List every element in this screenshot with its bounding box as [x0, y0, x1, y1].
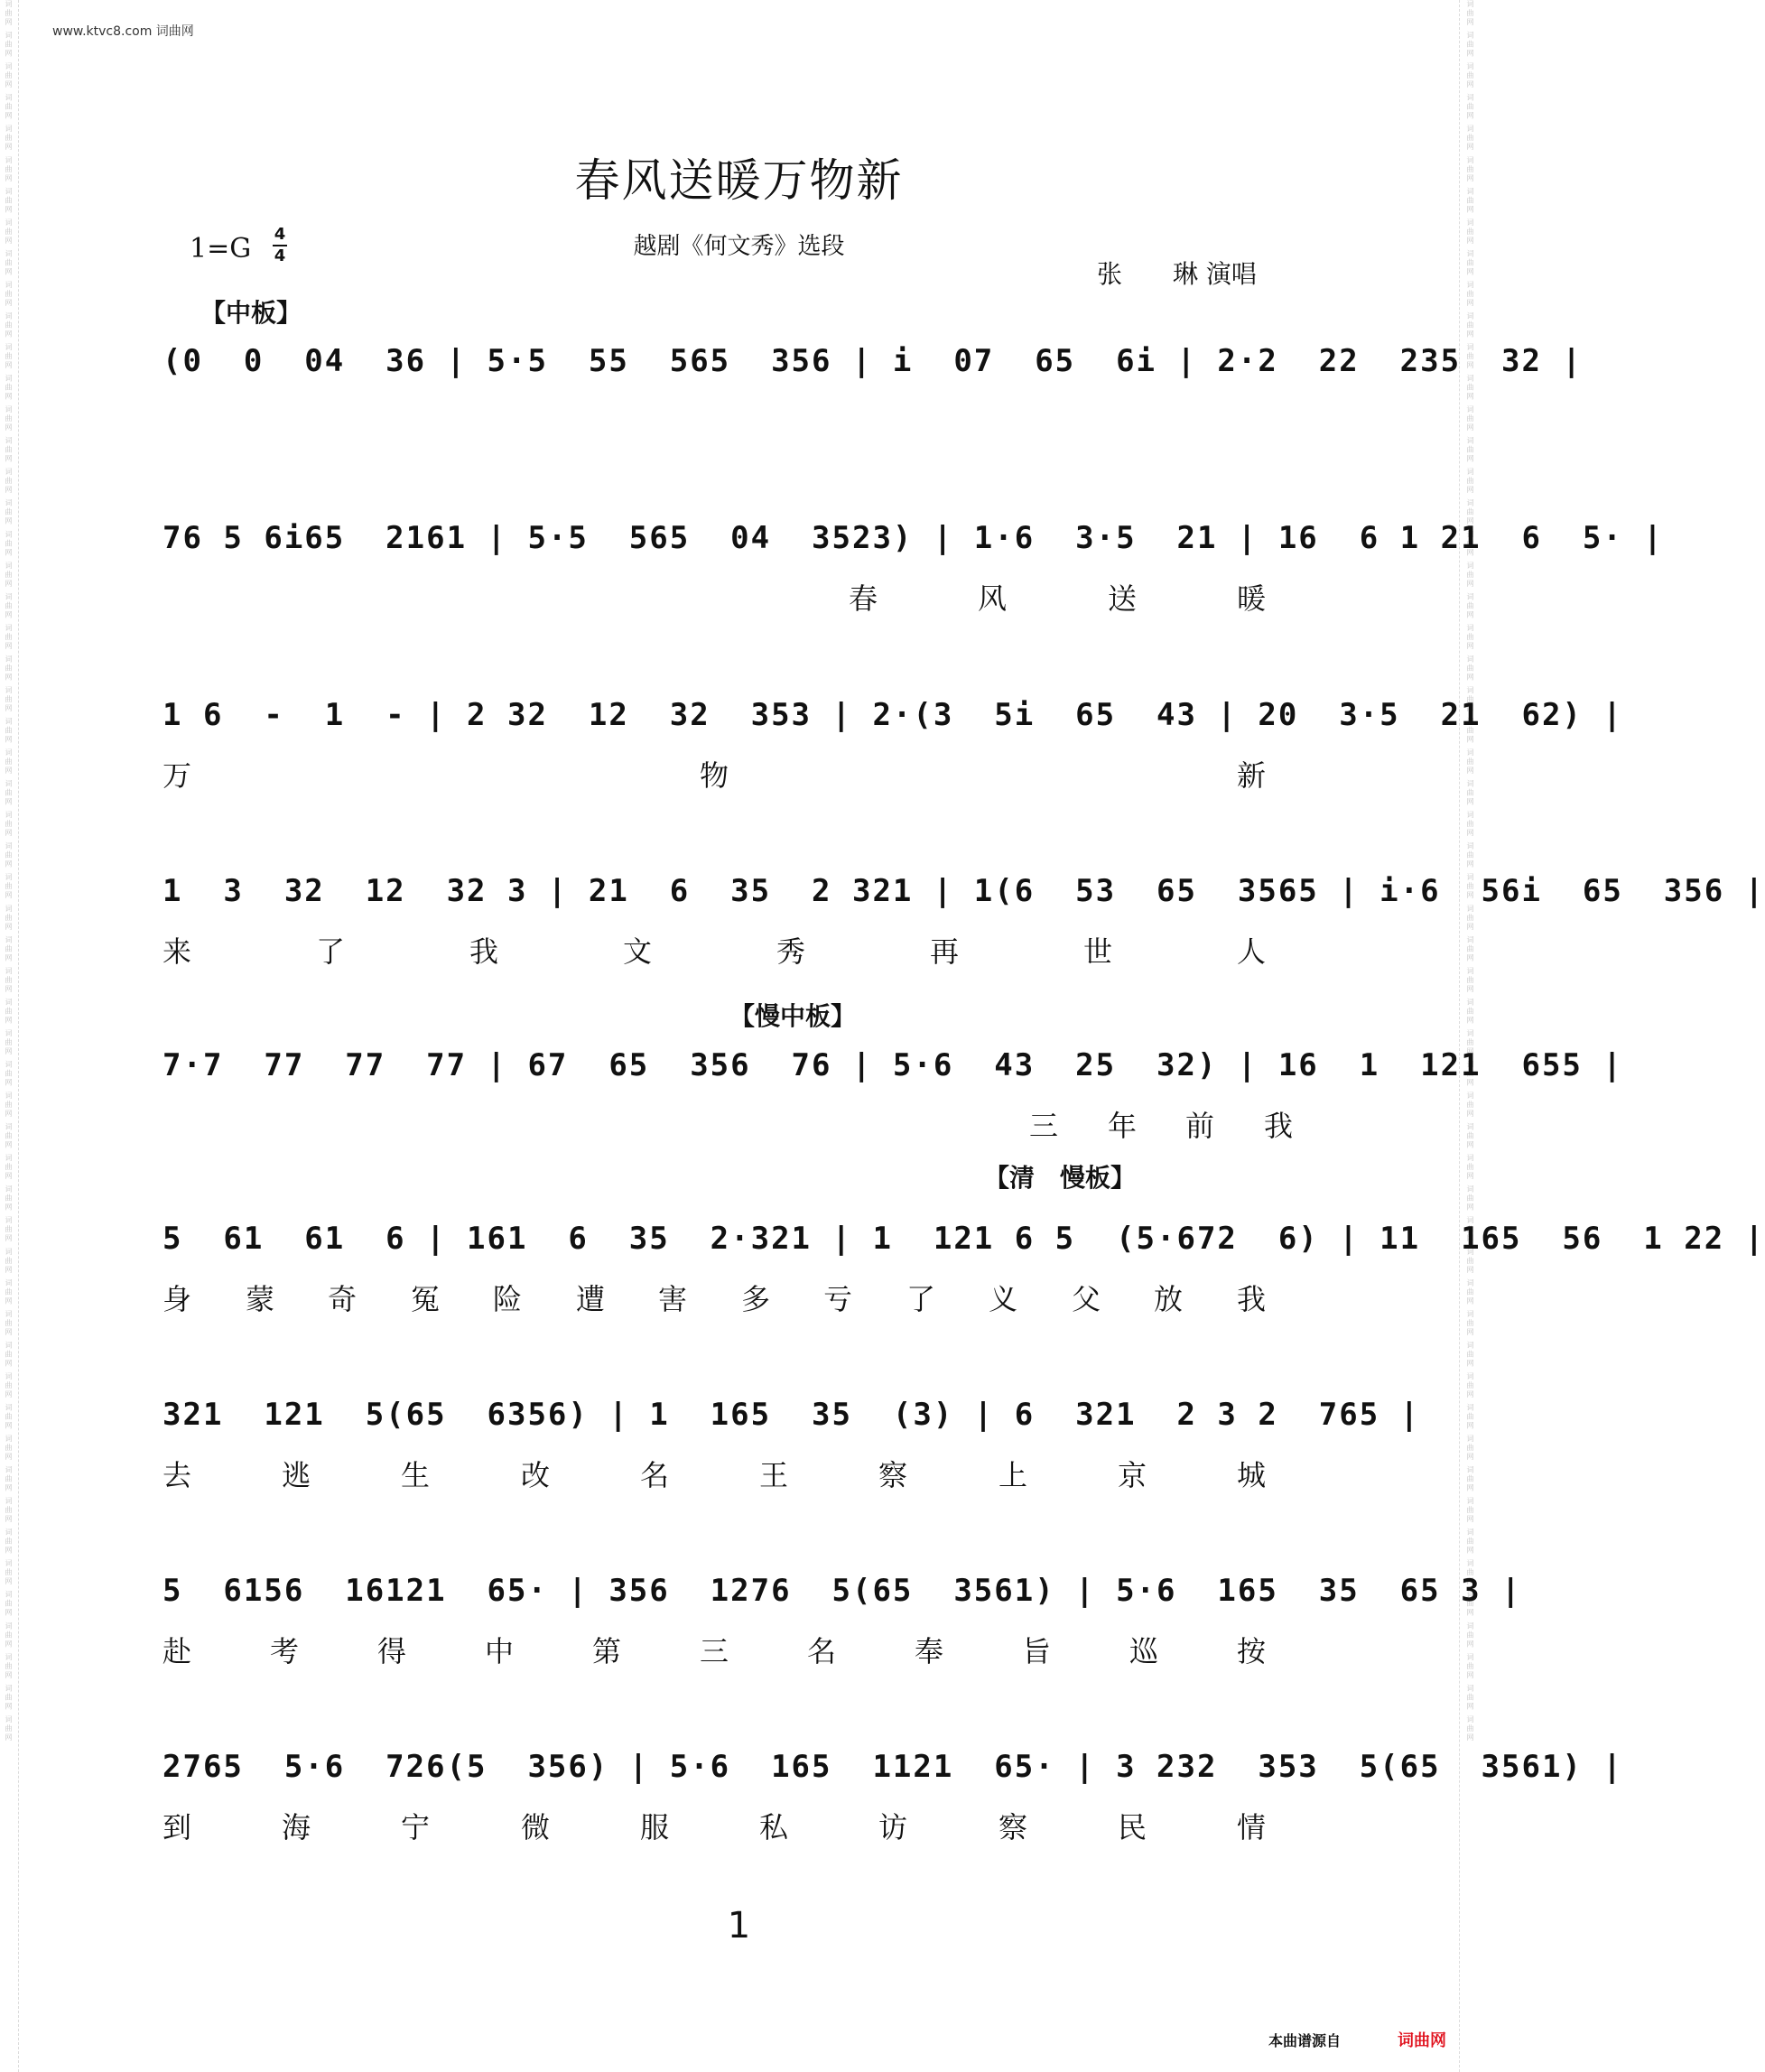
side-watermark-left: 词曲网 词曲网 词曲网 词曲网 词曲网 词曲网 词曲网 词曲网 词曲网 词曲网 词曲网 词曲网 词曲网 词曲网 词曲网 词曲网 词曲网 词曲网 词曲网 词曲网 词曲网 词曲网 词曲网 词曲网 词曲网 词曲网 词曲网 词曲网 词曲网 词曲网 词曲网 词曲网 词曲网 词曲网 词曲网 词曲网 词曲网 词曲网 词曲网 词曲网 词曲网 词曲网 词曲网 词曲网 词曲网 词曲网 词曲网 词曲网 词曲网 词曲网 词曲网 词曲网 词曲网 词曲网 词曲网 词曲网	[5, 0, 13, 1742]
lyric-syllable: 访	[878, 1810, 909, 1844]
lyric-syllable: 海	[282, 1810, 312, 1844]
lyric-syllable: 放	[1154, 1282, 1184, 1316]
page-title: 春风送暖万物新	[574, 154, 904, 207]
lyric-syllable: 前	[1185, 1109, 1216, 1143]
lyric-syllable: 害	[658, 1282, 689, 1316]
lyric-syllable: 宁	[401, 1810, 432, 1844]
time-signature	[273, 226, 287, 265]
lyric-syllable: 遭	[576, 1282, 607, 1316]
lyric-syllable: 情	[1237, 1810, 1268, 1844]
notation-row: (0 0 04 36 | 5·5 55 565 356 | i 07 65 6i | 2·2 22 235 32 |	[163, 343, 1583, 379]
notation-row: 5 6156 16121 65· | 356 1276 5(65 3561) | 5·6 165 35 65 3 |	[163, 1573, 1522, 1609]
notation-row: 5 61 61 6 | 161 6 35 2·321 | 1 121 6 5 (5·672 6) | 11 165 56 1 22 |	[163, 1221, 1765, 1257]
notation-row: 321 121 5(65 6356) | 1 165 35 (3) | 6 321 2 3 2 765 |	[163, 1397, 1421, 1433]
lyrics-row	[163, 1805, 1314, 1844]
footer-source-label: 本曲谱源自	[1268, 2032, 1342, 2049]
lyric-syllable: 到	[163, 1810, 193, 1844]
time-signature-bottom: 4	[274, 246, 286, 265]
lyric-syllable: 万	[163, 758, 193, 793]
notation-row: 2765 5·6 726(5 356) | 5·6 165 1121 65· | 3 232 353 5(65 3561) |	[163, 1749, 1623, 1785]
lyric-syllable: 文	[623, 934, 654, 969]
lyric-syllable: 身	[163, 1282, 193, 1316]
notation-row: 1 6 - 1 - | 2 32 12 32 353 | 2·(3 5i 65 43 | 20 3·5 21 62) |	[163, 697, 1623, 733]
lyric-syllable: 巡	[1129, 1634, 1160, 1668]
margin-guide-left	[18, 0, 19, 2072]
lyric-syllable: 年	[1108, 1109, 1138, 1143]
lyric-syllable: 名	[640, 1458, 671, 1492]
lyric-syllable: 义	[989, 1282, 1019, 1316]
lyric-syllable: 京	[1118, 1458, 1148, 1492]
lyric-syllable: 蒙	[246, 1282, 276, 1316]
notation-row: 76 5 6i65 2161 | 5·5 565 04 3523) | 1·6 3·5 21 | 16 6 1 21 6 5· |	[163, 520, 1664, 556]
lyric-syllable: 世	[1083, 934, 1114, 969]
lyric-syllable: 中	[485, 1634, 516, 1668]
lyric-syllable: 第	[592, 1634, 623, 1668]
tempo-mark-qingmanban: 【清 慢板】	[984, 1163, 1137, 1193]
site-url: www.ktvc8.com 词曲网	[52, 24, 194, 39]
notation-row: 7·7 77 77 77 | 67 65 356 76 | 5·6 43 25 32) | 16 1 121 655 |	[163, 1047, 1623, 1083]
lyric-syllable: 按	[1237, 1634, 1268, 1668]
lyric-syllable: 我	[1264, 1109, 1295, 1143]
lyrics-row	[163, 576, 1314, 616]
lyric-syllable: 考	[270, 1634, 301, 1668]
lyric-syllable: 旨	[1022, 1634, 1053, 1668]
footer-site-logo: 词曲网	[1398, 2031, 1446, 2050]
lyrics-row	[163, 399, 1314, 439]
lyric-syllable: 奉	[915, 1634, 945, 1668]
lyric-syllable: 我	[1237, 1282, 1268, 1316]
lyric-syllable: 私	[759, 1810, 790, 1844]
lyric-syllable: 城	[1237, 1458, 1268, 1492]
page-number: 1	[727, 1905, 751, 1947]
lyric-syllable: 服	[640, 1810, 671, 1844]
lyric-syllable: 风	[978, 581, 1008, 616]
lyric-syllable: 多	[741, 1282, 772, 1316]
lyric-syllable: 春	[849, 581, 879, 616]
lyrics-row	[163, 1103, 1314, 1143]
lyric-syllable: 送	[1108, 581, 1138, 616]
lyric-syllable: 赴	[163, 1634, 193, 1668]
lyric-syllable: 逃	[282, 1458, 312, 1492]
lyric-syllable: 新	[1237, 758, 1268, 793]
lyrics-row	[163, 1629, 1314, 1668]
lyrics-row	[163, 753, 1314, 793]
lyric-syllable: 再	[930, 934, 961, 969]
tempo-mark-manzhongban: 【慢中板】	[729, 1001, 857, 1031]
lyric-syllable: 人	[1237, 934, 1268, 969]
lyrics-row	[163, 1277, 1314, 1316]
lyric-syllable: 民	[1118, 1810, 1148, 1844]
lyric-syllable: 三	[700, 1634, 730, 1668]
tempo-mark-zhongban: 【中板】	[200, 298, 302, 328]
lyric-syllable: 奇	[328, 1282, 358, 1316]
lyric-syllable: 察	[878, 1458, 909, 1492]
lyric-syllable: 三	[1029, 1109, 1060, 1143]
lyric-syllable: 得	[377, 1634, 408, 1668]
lyric-syllable: 微	[521, 1810, 552, 1844]
lyric-syllable: 王	[759, 1458, 790, 1492]
lyric-syllable: 来	[163, 934, 193, 969]
lyrics-row	[163, 1453, 1314, 1492]
lyric-syllable: 暖	[1237, 581, 1268, 616]
lyric-syllable: 去	[163, 1458, 193, 1492]
lyric-syllable: 险	[493, 1282, 524, 1316]
lyric-syllable: 亏	[823, 1282, 854, 1316]
subtitle: 越剧《何文秀》选段	[633, 233, 845, 260]
lyric-syllable: 物	[700, 758, 730, 793]
lyric-syllable: 我	[469, 934, 500, 969]
lyric-syllable: 父	[1072, 1282, 1102, 1316]
time-signature-top: 4	[274, 225, 286, 244]
lyric-syllable: 冤	[411, 1282, 441, 1316]
lyrics-row	[163, 929, 1314, 969]
lyric-syllable: 改	[521, 1458, 552, 1492]
lyric-syllable: 了	[906, 1282, 937, 1316]
lyric-syllable: 了	[316, 934, 347, 969]
lyric-syllable: 察	[999, 1810, 1029, 1844]
notation-row: 1 3 32 12 32 3 | 21 6 35 2 321 | 1(6 53 65 3565 | i·6 56i 65 356 |	[163, 873, 1765, 909]
lyric-syllable: 生	[401, 1458, 432, 1492]
lyric-syllable: 上	[999, 1458, 1029, 1492]
key-signature: 1=G	[190, 233, 252, 265]
side-watermark-right: 词曲网 词曲网 词曲网 词曲网 词曲网 词曲网 词曲网 词曲网 词曲网 词曲网 词曲网 词曲网 词曲网 词曲网 词曲网 词曲网 词曲网 词曲网 词曲网 词曲网 词曲网 词曲网 词曲网 词曲网 词曲网 词曲网 词曲网 词曲网 词曲网 词曲网 词曲网 词曲网 词曲网 词曲网 词曲网 词曲网 词曲网 词曲网 词曲网 词曲网 词曲网 词曲网 词曲网 词曲网 词曲网 词曲网 词曲网 词曲网 词曲网 词曲网 词曲网 词曲网 词曲网 词曲网 词曲网 词曲网	[1466, 0, 1474, 1742]
lyric-syllable: 秀	[776, 934, 807, 969]
lyric-syllable: 名	[807, 1634, 838, 1668]
singer-credit: 张 琳 演唱	[1097, 259, 1257, 289]
